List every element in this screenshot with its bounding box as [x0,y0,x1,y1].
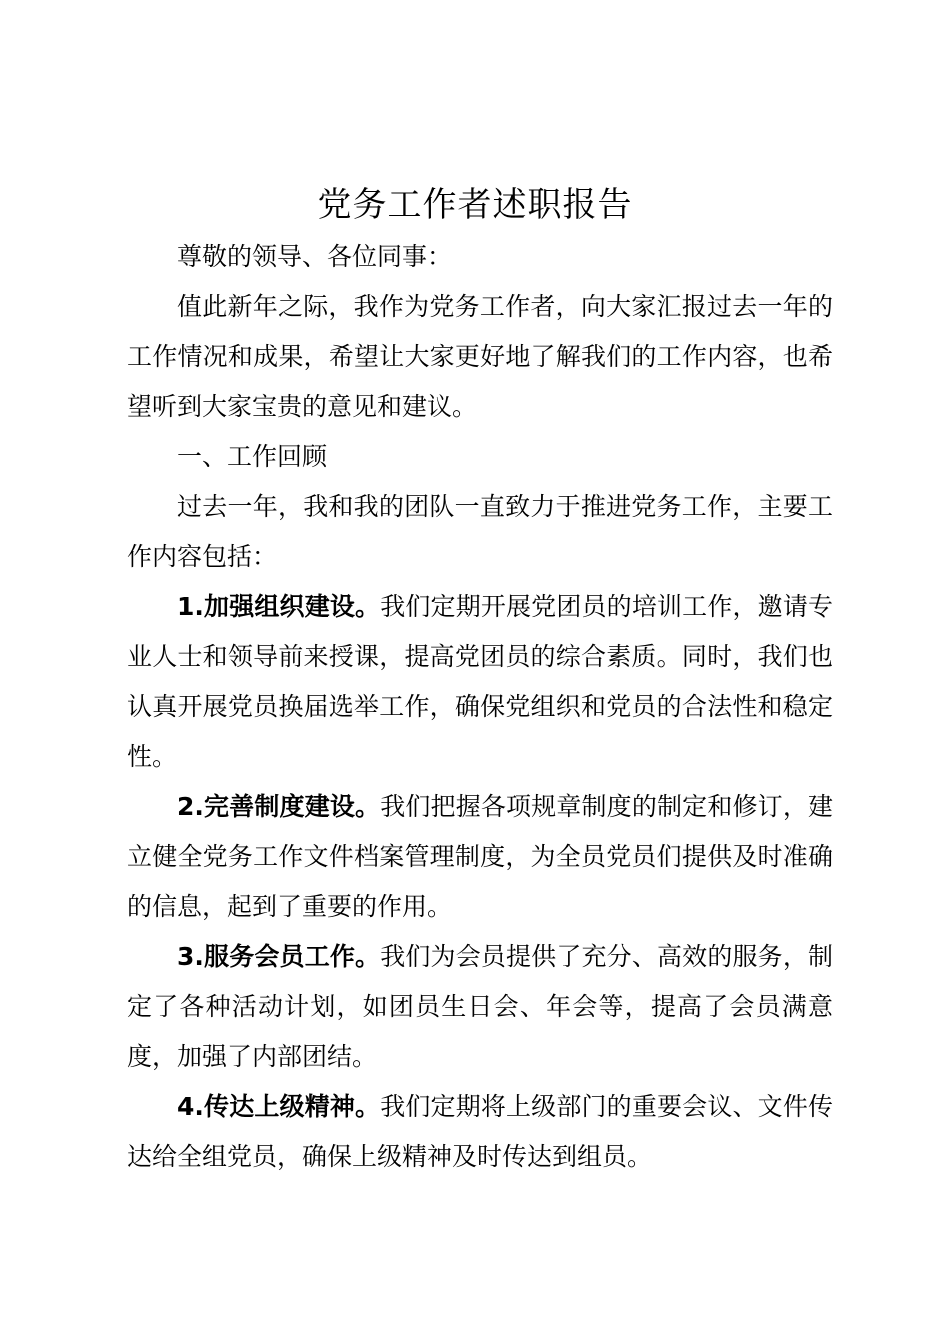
item-lead: 4.传达上级精神。 [177,1092,381,1121]
section-intro-paragraph: 过去一年，我和我的团队一直致力于推进党务工作，主要工作内容包括： [127,492,833,571]
list-item [127,932,833,1082]
list-item [127,582,833,782]
document-body [127,232,833,1182]
item-lead: 3.服务会员工作。 [177,942,381,971]
salutation: 尊敬的领导、各位同事： [177,242,453,271]
list-item [127,1082,833,1182]
section-heading: 一、工作回顾 [177,442,328,471]
item-lead: 2.完善制度建设。 [177,792,381,821]
list-item [127,782,833,932]
item-text: 我们把握各项规章制度的制定和修订，建立健全党务工作文件档案管理制度，为全员党员们提供及时准确的信息，起到了重要的作用。 [127,792,833,921]
item-text: 我们为会员提供了充分、高效的服务，制定了各种活动计划，如团员生日会、年会等，提高了会员满意度，加强了内部团结。 [127,942,833,1071]
item-text: 我们定期将上级部门的重要会议、文件传达给全组党员，确保上级精神及时传达到组员。 [127,1092,833,1171]
intro-paragraph: 值此新年之际，我作为党务工作者，向大家汇报过去一年的工作情况和成果，希望让大家更好地了解我们的工作内容，也希望听到大家宝贵的意见和建议。 [127,292,833,421]
item-lead: 1.加强组织建设。 [177,592,381,621]
item-text: 我们定期开展党团员的培训工作，邀请专业人士和领导前来授课，提高党团员的综合素质。同时，我们也认真开展党员换届选举工作，确保党组织和党员的合法性和稳定性。 [127,592,833,771]
document-title: 党务工作者述职报告 [317,185,633,225]
